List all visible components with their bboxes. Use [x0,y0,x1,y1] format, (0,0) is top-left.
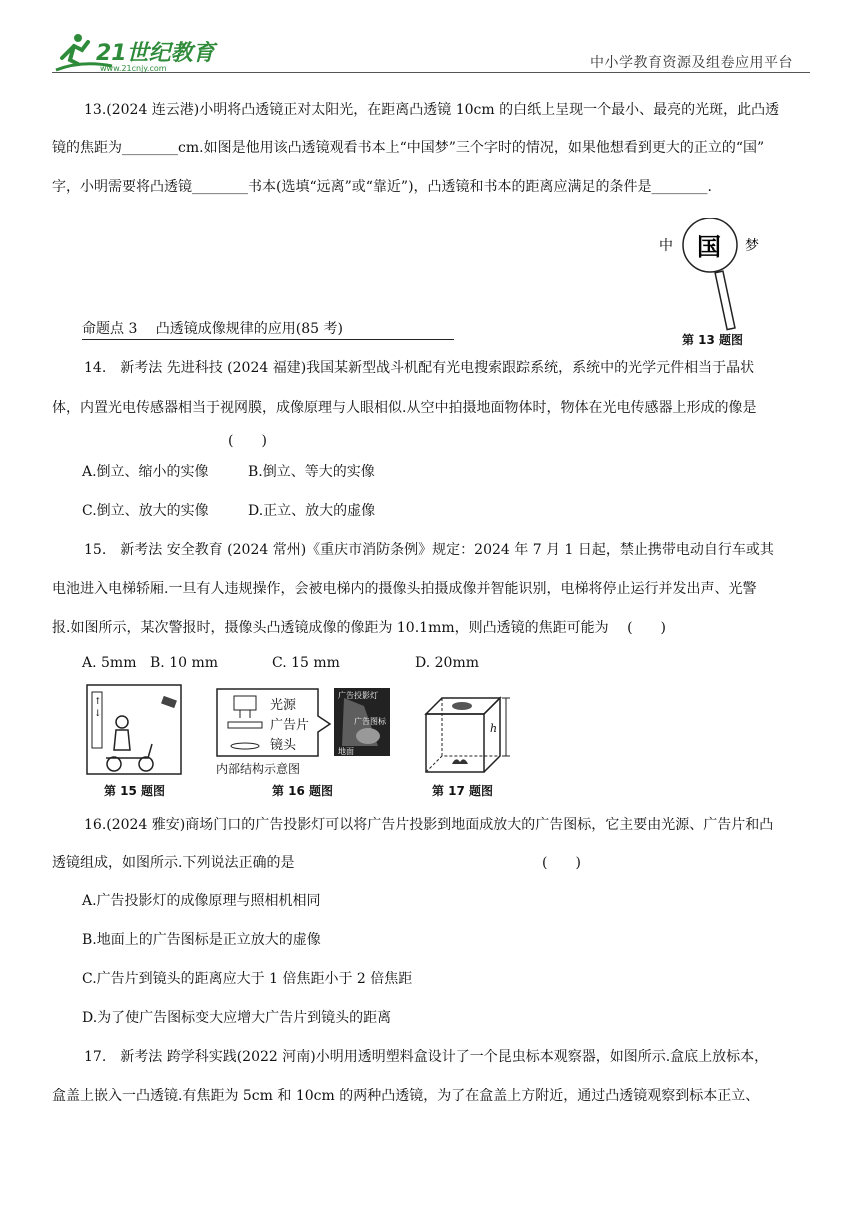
q13-line2: 镜的焦距为________cm.如图是他用该凸透镜观看书本上“中国梦”三个字时的情况，如果他想看到更大的正立的“国” [52,140,765,156]
q14-option-d: D.正立、放大的虚像 [248,503,376,519]
fig16-label-film: 广告片 [270,718,310,733]
q15-option-a: A. 5mm [82,655,137,671]
header-divider [52,72,810,73]
elevator-scooter-figure [86,684,186,776]
q17-line1: 17. 新考法 跨学科实践(2022 河南)小明用透明塑料盒设计了一个昆虫标本观察器，如图所示.盒底上放标本， [84,1049,769,1065]
q14-line1: 14. 新考法 先进科技 (2024 福建)我国某新型战斗机配有光电搜索跟踪系统，系统中的光学元件相当于晶状 [84,360,755,376]
figure-13 [655,218,775,346]
figure-15 [86,684,186,776]
fig16-label-lens: 镜头 [270,738,297,753]
svg-text:↓: ↓ [94,709,102,719]
svg-text:www.21cnjy.com: www.21cnjy.com [100,64,167,72]
fig16-photo-label-lamp: 广告投影灯 [338,691,378,700]
insect-box-figure [424,692,514,776]
fig17-h-label: h [490,722,498,735]
q15-option-b: B. 10 mm [150,655,219,671]
q16-option-c: C.广告片到镜头的距离应大于 1 倍焦距小于 2 倍焦距 [82,971,413,987]
q15-line2: 电池进入电梯轿厢.一旦有人违规操作，会被电梯内的摄像头拍摄成像并智能识别，电梯将停止运行并发出声、光警 [52,581,757,597]
q13-line3: 字，小明需要将凸透镜________书本(选填“远离”或“靠近”)，凸透镜和书本的距离应满足的条件是________. [52,179,713,195]
q16-line1: 16.(2024 雅安)商场门口的广告投影灯可以将广告片投影到地面成放大的广告图标，它主要由光源、广告片和凸 [84,817,774,833]
fig16-photo-label-ground: 地面 [338,747,354,756]
figure-16 [214,686,410,778]
fig16-label-light-source: 光源 [270,698,297,713]
q14-line2: 体，内置光电传感器相当于视网膜，成像原理与人眼相似.从空中拍摄地面物体时，物体在光电传感器上形成的像是 [52,400,757,416]
q15-option-d: D. 20mm [415,655,479,671]
q14-answer-bracket: ( ) [228,433,267,449]
q17-line2: 盒盖上嵌入一凸透镜.有焦距为 5cm 和 10cm 的两种凸透镜，为了在盒盖上方附近，通过凸透镜观察到标本正立、 [52,1088,760,1104]
fig17-caption: 第 17 题图 [432,784,494,798]
runner-logo-icon [52,30,222,72]
section-heading: 命题点 3 凸透镜成像规律的应用(85 考) [82,318,454,340]
q15-option-c: C. 15 mm [272,655,340,671]
q14-option-b: B.倒立、等大的实像 [248,464,375,480]
q16-option-a: A.广告投影灯的成像原理与照相机相同 [82,893,321,909]
fig16-photo-label-logo: 广告图标 [354,717,386,726]
platform-name: 中小学教育资源及组卷应用平台 [590,55,793,71]
site-logo [52,30,222,72]
q13-line1: 13.(2024 连云港)小明将凸透镜正对太阳光，在距离凸透镜 10cm 的白纸上呈现一个最小、最亮的光斑，此凸透 [84,102,780,118]
q16-option-b: B.地面上的广告图标是正立放大的虚像 [82,932,321,948]
fig15-caption: 第 15 题图 [104,784,166,798]
q14-option-c: C.倒立、放大的实像 [82,503,209,519]
fig13-char-guo: 国 [697,232,721,261]
q15-line1: 15. 新考法 安全教育 (2024 常州)《重庆市消防条例》规定：2024 年 7 月 1 日起，禁止携带电动自行车或其 [84,542,774,558]
fig13-caption: 第 13 题图 [682,333,744,347]
q15-line3: 报.如图所示，某次警报时，摄像头凸透镜成像的像距为 10.1mm，则凸透镜的焦距可能为 ( ) [52,620,666,636]
fig13-char-zhong: 中 [659,238,673,254]
svg-text:↑: ↑ [94,697,102,707]
q16-answer-bracket: ( ) [542,855,581,871]
svg-text:21世纪教育: 21世纪教育 [96,41,215,66]
q16-line2: 透镜组成，如图所示.下列说法正确的是 [52,855,295,871]
fig16-subcaption: 内部结构示意图 [216,762,301,776]
magnifier-figure [655,218,775,346]
fig13-char-meng: 梦 [745,238,759,254]
fig16-caption: 第 16 题图 [272,784,334,798]
q16-option-d: D.为了使广告图标变大应增大广告片到镜头的距离 [82,1010,392,1026]
figure-17 [424,692,514,776]
q14-option-a: A.倒立、缩小的实像 [82,464,209,480]
